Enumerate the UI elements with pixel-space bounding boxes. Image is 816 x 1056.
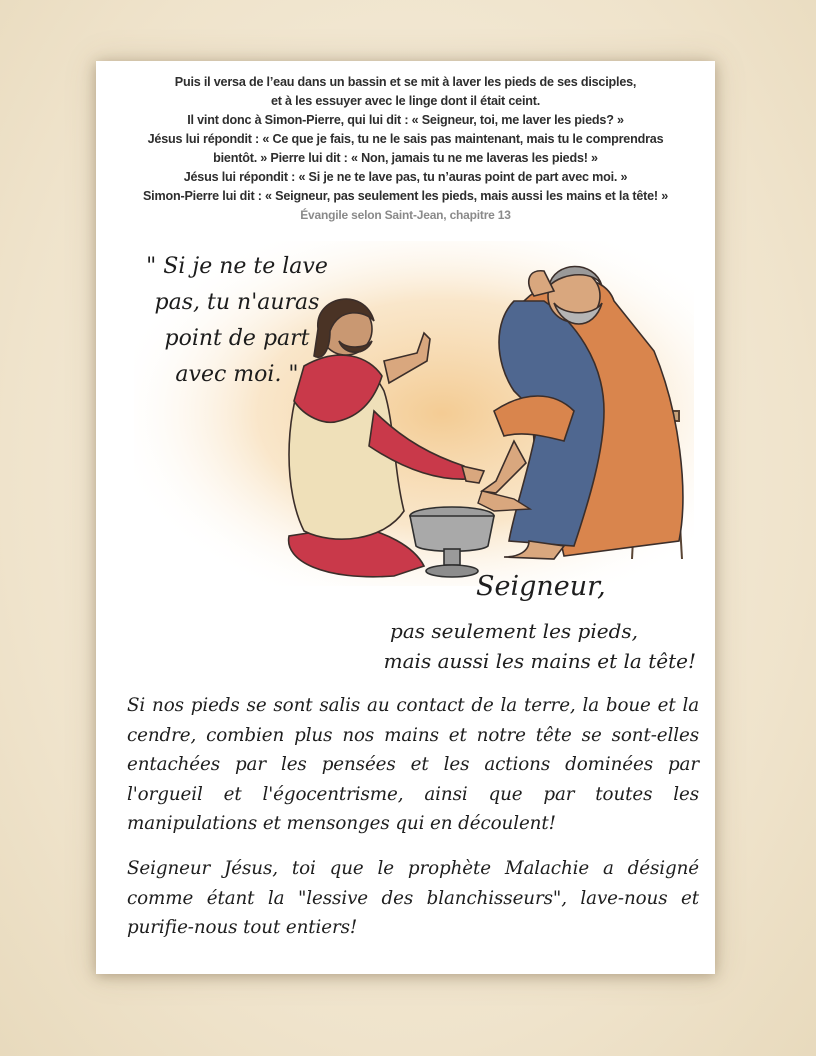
gospel-line: et à les essuyer avec le linge dont il était ceint. — [270, 94, 541, 108]
gospel-excerpt — [96, 73, 715, 225]
gospel-line: Puis il versa de l’eau dans un bassin et se mit à laver les pieds de ses disciples, — [174, 75, 637, 89]
quote-line: point de part — [164, 326, 310, 351]
quote-line: avec moi. " — [175, 362, 299, 387]
gospel-line: bientôt. » Pierre lui dit : « Non, jamais tu ne me laveras les pieds! » — [213, 151, 598, 165]
gospel-source: Évangile selon Saint-Jean, chapitre 13 — [300, 208, 511, 222]
gospel-line: Jésus lui répondit : « Ce que je fais, tu ne le sais pas maintenant, mais tu le comprendras — [147, 132, 664, 146]
reflection-paragraph: Si nos pieds se sont salis au contact de la terre, la boue et la cendre, combien plus nos mains et notre tête se sont-elles entachées par les pensées et les actions dominées par l'orgueil et l'égocentrisme, ainsi que par toutes les manipulations et mensonges qui en découlent! — [127, 695, 699, 834]
prayer-paragraph: Seigneur Jésus, toi que le prophète Malachie a désigné comme étant la "lessive des blanchisseurs", lave-nous et purifie-nous tout entiers! — [127, 858, 699, 938]
gospel-line: Il vint donc à Simon-Pierre, qui lui dit : « Seigneur, toi, me laver les pieds? » — [187, 113, 624, 127]
peter-response-line: mais aussi les mains et la tête! — [383, 649, 696, 673]
gospel-line: Simon-Pierre lui dit : « Seigneur, pas seulement les pieds, mais aussi les mains et la tête! » — [142, 189, 669, 203]
quote-line: " Si je ne te lave — [146, 254, 328, 279]
prayer-card — [96, 61, 715, 974]
quote-line: pas, tu n'auras — [154, 290, 320, 315]
peter-response-line: pas seulement les pieds, — [390, 619, 638, 643]
gospel-line: Jésus lui répondit : « Si je ne te lave pas, tu n’auras point de part avec moi. » — [183, 170, 628, 184]
peter-response-heading: Seigneur, — [476, 571, 606, 602]
jesus-quote — [126, 249, 348, 393]
